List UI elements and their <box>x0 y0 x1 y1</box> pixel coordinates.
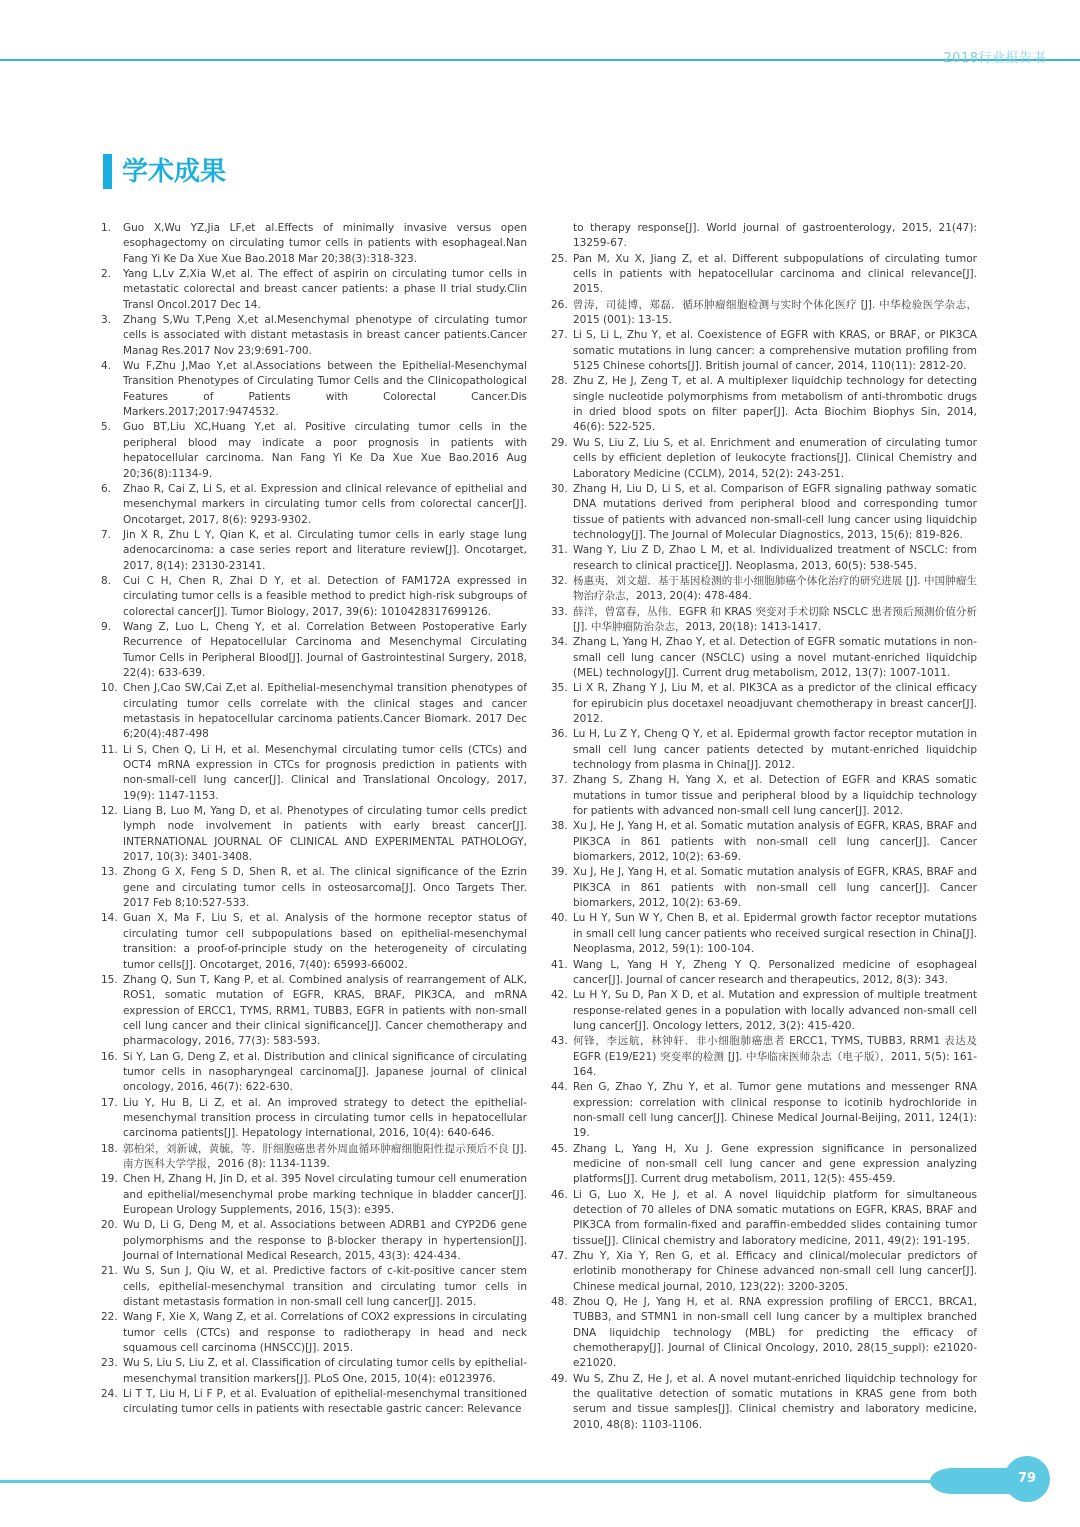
reference-text: Guo BT,Liu XC,Huang Y,et al. Positive circulating tumor cells in the peripheral blood may indicate a poor prognosis in patients with hepatocellular carcinoma. Nan Fang Yi Ke Da Xue Xue Bao.2016 Aug 20;36(8):1134-9. <box>123 421 527 480</box>
reference-number: 46. <box>551 1188 568 1201</box>
reference-number: 43. <box>551 1035 568 1048</box>
reference-number: 9. <box>101 620 112 633</box>
reference-item <box>101 865 527 911</box>
reference-number: 30. <box>551 482 568 495</box>
reference-number: 28. <box>551 375 568 388</box>
reference-item <box>551 819 977 865</box>
reference-number: 32. <box>551 574 568 587</box>
reference-text: Wang Y, Liu Z D, Zhao L M, et al. Individualized treatment of NSCLC: from research to clinical practice[J]. Neoplasma, 2013, 60(5): 538-545. <box>573 544 977 572</box>
reference-text: Li S, Li L, Zhu Y, et al. Coexistence of EGFR with KRAS, or BRAF, or PIK3CA somatic mutations in lung cancer: a comprehensive mutation profiling from 5125 Chinese cohorts[J]. British journal of cancer, 2014, 110(11): 2812-20. <box>573 329 977 373</box>
reference-text: Wu F,Zhu J,Mao Y,et al.Associations between the Epithelial-Mesenchymal Transition Phenotypes of Circulating Tumor Cells and the Clinicopathological Features of Patients with Colorectal Cancer.Dis Markers.2017;2017:9474532. <box>123 360 527 419</box>
reference-item <box>101 1172 527 1218</box>
reference-item <box>101 620 527 681</box>
reference-text: Yang L,Lv Z,Xia W,et al. The effect of aspirin on circulating tumor cells in metastatic colorectal and breast cancer patients: a phase II trial study.Clin Transl Oncol.2017 Dec 14. <box>123 268 527 311</box>
reference-item <box>551 252 977 298</box>
reference-number: 24. <box>101 1388 118 1401</box>
reference-number: 17. <box>101 1096 118 1109</box>
reference-item <box>101 804 527 865</box>
reference-item <box>551 773 977 819</box>
reference-number: 12. <box>101 805 118 818</box>
reference-text: 薛洋，曾富春，丛伟．EGFR 和 KRAS 突变对手术切除 NSCLC 患者预后预测价值分析 [J]. 中华肿瘤防治杂志，2013, 20(18): 1413-1417. <box>573 605 977 633</box>
reference-item <box>101 1387 527 1418</box>
reference-text: Chen J,Cao SW,Cai Z,et al. Epithelial-mesenchymal transition phenotypes of circulating tumor cells correlate with the clinical stages and cancer metastasis in hepatocellular carcinoma patients.Cancer Biomark. 2017 Dec 6;20(4):487-498 <box>123 682 527 741</box>
reference-number: 6. <box>101 482 112 495</box>
reference-text: Wu S, Zhu Z, He J, et al. A novel mutant-enriched liquidchip technology for the qualitative detection of somatic mutations in KRAS gene from both serum and tissue samples[J]. Clinical chemistry and laboratory medicine, 2010, 48(8): 1103-1106. <box>573 1372 977 1431</box>
reference-text: 杨惠夷，刘文超．基于基因检测的非小细胞肺癌个体化治疗的研究进展 [J]. 中国肿瘤生物治疗杂志，2013, 20(4): 478-484. <box>573 574 977 603</box>
reference-number: 7. <box>101 528 112 541</box>
reference-number: 41. <box>551 958 568 971</box>
reference-text: Lu H, Lu Z Y, Cheng Q Y, et al. Epidermal growth factor receptor mutation in small cell lung cancer patients detected by mutant-enriched liquidchip technology from plasma in China[J]. 2012. <box>573 728 977 772</box>
reference-text: Zhang H, Liu D, Li S, et al. Comparison of EGFR signaling pathway somatic DNA mutations derived from peripheral blood and corresponding tumor tissue of patients with advanced non-small-cell lung cancer using liquidchip technology[J]. The Journal of Molecular Diagnostics, 2013, 15(6): 819-826. <box>573 482 977 541</box>
reference-text: Wang F, Xie X, Wang Z, et al. Correlations of COX2 expressions in circulating tumor cells (CTCs) and response to radiotherapy in head and neck squamous cell carcinoma (HNSCC)[J]. 2015. <box>123 1311 527 1355</box>
reference-text: Li S, Chen Q, Li H, et al. Mesenchymal circulating tumor cells (CTCs) and OCT4 mRNA expression in CTCs for prognosis prediction in patients with non-small-cell lung cancer[J]. Clinical and Translational Oncology, 2017, 19(9): 1147-1153. <box>123 743 527 802</box>
reference-item <box>551 635 977 681</box>
reference-text: 何锋，李远航，林钟轩．非小细胞肺癌患者 ERCC1, TYMS, TUBB3, RRM1 表达及 EGFR (E19/E21) 突变率的检测 [J]. 中华临床医师杂志（电子版），2011, 5(5): 161-164. <box>573 1035 977 1078</box>
reference-text: Zhang Q, Sun T, Kang P, et al. Combined analysis of rearrangement of ALK, ROS1, somatic mutation of EGFR, KRAS, BRAF, PIK3CA, and mRNA expression of ERCC1, TYMS, RRM1, TUBB3, EGFR in patients with non-small cell lung cancer and their clinical significance[J]. Cancer chemotherapy and pharmacology, 2016, 77(3): 583-593. <box>123 973 527 1048</box>
reference-item <box>551 911 977 957</box>
reference-number: 29. <box>551 436 568 449</box>
section-title-accent-bar <box>103 154 112 189</box>
reference-item <box>101 1050 527 1096</box>
reference-text: Lu H Y, Su D, Pan X D, et al. Mutation and expression of multiple treatment response-related genes in a population with locally advanced non-small cell lung cancer[J]. Oncology letters, 2012, 3(2): 415-420. <box>573 989 977 1032</box>
references-right-column <box>551 221 977 1433</box>
reference-item <box>551 436 977 482</box>
reference-item <box>101 267 527 313</box>
reference-item <box>551 1372 977 1433</box>
reference-item <box>551 865 977 911</box>
reference-item <box>101 313 527 359</box>
reference-item <box>551 298 977 329</box>
reference-item <box>101 574 527 620</box>
reference-item <box>101 528 527 574</box>
reference-number: 48. <box>551 1296 568 1309</box>
reference-item <box>551 374 977 435</box>
reference-item <box>551 1080 977 1141</box>
reference-number: 26. <box>551 298 568 311</box>
reference-number: 16. <box>101 1050 118 1063</box>
report-title: 2018行业报告书 <box>943 51 1046 66</box>
reference-text: Zhu Y, Xia Y, Ren G, et al. Efficacy and clinical/molecular predictors of erlotinib monotherapy for Chinese advanced non-small cell lung cancer[J]. Chinese medical journal, 2010, 123(22): 3200-3205. <box>573 1250 977 1293</box>
reference-number: 5. <box>101 421 112 434</box>
reference-number: 8. <box>101 574 112 587</box>
reference-item <box>101 1142 527 1173</box>
reference-text: Zhang S,Wu T,Peng X,et al.Mesenchymal phenotype of circulating tumor cells is associated with distant metastasis in breast cancer patients.Cancer Manag Res.2017 Nov 23;9:691-700. <box>123 314 527 357</box>
reference-number: 36. <box>551 728 568 741</box>
reference-text: Wu S, Liu Z, Liu S, et al. Enrichment and enumeration of circulating tumor cells by efficient depletion of leukocyte fractions[J]. Clinical Chemistry and Laboratory Medicine (CCLM), 2014, 52(2): 243-251. <box>573 436 977 480</box>
reference-number: 10. <box>101 682 118 695</box>
reference-text: Liang B, Luo M, Yang D, et al. Phenotypes of circulating tumor cells predict lymph node involvement in patients with early breast cancer[J]. INTERNATIONAL JOURNAL OF CLINICAL AND EXPERIMENTAL PATHOLOGY, 2017, 10(3): 3401-3408. <box>123 805 527 864</box>
reference-number: 14. <box>101 912 118 925</box>
reference-number: 37. <box>551 774 568 787</box>
footer-rule <box>0 1480 960 1483</box>
reference-text: Chen H, Zhang H, Jin D, et al. 395 Novel circulating tumour cell enumeration and epithelial/mesenchymal probe marking technique in bladder cancer[J]. European Urology Supplements, 2016, 15(3): e395. <box>123 1173 527 1216</box>
reference-number: 45. <box>551 1142 568 1155</box>
header-rule <box>0 59 1080 61</box>
reference-number: 35. <box>551 682 568 695</box>
reference-item <box>551 1295 977 1372</box>
reference-item <box>101 221 527 267</box>
reference-text: Guo X,Wu YZ,Jia LF,et al.Effects of minimally invasive versus open esophagectomy on circulating tumor cells in patients with esophageal.Nan Fang Yi Ke Da Xue Xue Bao.2018 Mar 20;38(3):318-323. <box>123 222 527 265</box>
reference-item <box>101 1096 527 1142</box>
reference-number: 47. <box>551 1250 568 1263</box>
reference-text: 郭柏栄，刘新诚，黄毓，等．肝细胞癌患者外周血循环肿瘤细胞阳性提示预后不良 [J]. 南方医科大学学报，2016 (8): 1134-1139. <box>123 1142 527 1170</box>
reference-number: 15. <box>101 973 118 986</box>
reference-text: to therapy response[J]. World journal of gastroenterology, 2015, 21(47): 13259-67. <box>573 222 977 250</box>
reference-item <box>551 1249 977 1295</box>
reference-number: 1. <box>101 222 112 234</box>
reference-item <box>101 743 527 804</box>
reference-text: Zhang S, Zhang H, Yang X, et al. Detection of EGFR and KRAS somatic mutations in tumor tissue and peripheral blood by a liquidchip technology for patients with advanced non-small cell lung cancer[J]. 2012. <box>573 774 977 818</box>
reference-number: 38. <box>551 820 568 833</box>
reference-text: Liu Y, Hu B, Li Z, et al. An improved strategy to detect the epithelial-mesenchymal transition process in circulating tumor cells in hepatocellular carcinoma patients[J]. Hepatology international, 2016, 10(4): 640-646. <box>123 1096 527 1140</box>
page-number: 79 <box>1017 1471 1037 1486</box>
reference-text: Cui C H, Chen R, Zhai D Y, et al. Detection of FAM172A expressed in circulating tumor cells is a feasible method to predict high-risk subgroups of colorectal cancer[J]. Tumor Biology, 2017, 39(6): 1010428317699126. <box>123 574 527 618</box>
reference-text: Lu H Y, Sun W Y, Chen B, et al. Epidermal growth factor receptor mutations in small cell lung cancer patients who received surgical resection in China[J]. Neoplasma, 2012, 59(1): 100-104. <box>573 912 977 956</box>
reference-text: Si Y, Lan G, Deng Z, et al. Distribution and clinical significance of circulating tumor cells in nasopharyngeal carcinoma[J]. Japanese journal of clinical oncology, 2016, 46(7): 622-630. <box>123 1050 527 1094</box>
reference-item <box>551 727 977 773</box>
reference-item <box>551 1188 977 1249</box>
reference-item <box>551 605 977 636</box>
reference-item <box>551 543 977 574</box>
reference-number: 44. <box>551 1081 568 1094</box>
reference-item <box>551 1034 977 1080</box>
reference-text: Zhang L, Yang H, Xu J. Gene expression significance in personalized medicine of non-small cell lung cancer and gene expression analyzing platforms[J]. Current drug metabolism, 2011, 12(5): 455-459. <box>573 1142 977 1186</box>
reference-number: 19. <box>101 1173 118 1186</box>
reference-text: Guan X, Ma F, Liu S, et al. Analysis of the hormone receptor status of circulating tumor cell subpopulations based on epithelial-mesenchymal transition: a proof-of-principle study on the heterogeneity of circulating tumor cells[J]. Oncotarget, 2016, 7(40): 65993-66002. <box>123 912 527 971</box>
references-left-column <box>101 221 527 1418</box>
reference-number: 39. <box>551 866 568 879</box>
reference-item <box>101 681 527 742</box>
reference-number: 13. <box>101 866 118 879</box>
reference-text: Wu S, Liu S, Liu Z, et al. Classification of circulating tumor cells by epithelial-mesenchymal transition markers[J]. PLoS One, 2015, 10(4): e0123976. <box>123 1357 527 1385</box>
reference-number: 23. <box>101 1357 118 1370</box>
reference-number: 3. <box>101 314 112 327</box>
reference-text: Pan M, Xu X, Jiang Z, et al. Different subpopulations of circulating tumor cells in patients with hepatocellular carcinoma and clinical relevance[J]. 2015. <box>573 252 977 296</box>
reference-text: Ren G, Zhao Y, Zhu Y, et al. Tumor gene mutations and messenger RNA expression: correlation with clinical response to icotinib hydrochloride in non-small cell lung cancer[J]. Chinese Medical Journal-Beijing, 2011, 124(1): 19. <box>573 1081 977 1140</box>
reference-number: 22. <box>101 1311 118 1324</box>
reference-item <box>551 1142 977 1188</box>
reference-text: Xu J, He J, Yang H, et al. Somatic mutation analysis of EGFR, KRAS, BRAF and PIK3CA in 861 patients with non-small cell lung cancer[J]. Cancer biomarkers, 2012, 10(2): 63-69. <box>573 866 977 910</box>
reference-number: 2. <box>101 268 112 281</box>
reference-item <box>551 988 977 1034</box>
reference-item <box>551 681 977 727</box>
reference-text: Xu J, He J, Yang H, et al. Somatic mutation analysis of EGFR, KRAS, BRAF and PIK3CA in 861 patients with non-small cell lung cancer[J]. Cancer biomarkers, 2012, 10(2): 63-69. <box>573 820 977 864</box>
reference-item <box>101 359 527 420</box>
reference-item <box>101 1264 527 1310</box>
reference-number: 33. <box>551 605 568 618</box>
reference-number: 40. <box>551 912 568 925</box>
reference-number: 27. <box>551 329 568 342</box>
reference-item <box>551 328 977 374</box>
reference-text: Wang Z, Luo L, Cheng Y, et al. Correlation Between Postoperative Early Recurrence of Hepatocellular Carcinoma and Mesenchymal Circulating Tumor Cells in Peripheral Blood[J]. Journal of Gastrointestinal Surgery, 2018, 22(4): 633-639. <box>123 620 527 679</box>
reference-number: 49. <box>551 1372 568 1385</box>
reference-number: 25. <box>551 252 568 265</box>
reference-text: Zhou Q, He J, Yang H, et al. RNA expression profiling of ERCC1, BRCA1, TUBB3, and STMN1 in non-small cell lung cancer by a multiplex branched DNA liquidchip technology (MBL) for predicting the efficacy of chemotherapy[J]. Journal of Clinical Oncology, 2010, 28(15_suppl): e21020-e21020. <box>573 1296 977 1370</box>
section-title: 学术成果 <box>122 157 227 187</box>
reference-text: Li X R, Zhang Y J, Liu M, et al. PIK3CA as a predictor of the clinical efficacy for epirubicin plus docetaxel neoadjuvant chemotherapy in breast cancer[J]. 2012. <box>573 682 977 725</box>
reference-item <box>551 958 977 989</box>
reference-number: 18. <box>101 1142 118 1155</box>
reference-number: 34. <box>551 636 568 649</box>
reference-item <box>101 973 527 1050</box>
reference-item <box>101 1310 527 1356</box>
reference-text: Li G, Luo X, He J, et al. A novel liquidchip platform for simultaneous detection of 70 alleles of DNA somatic mutations on EGFR, KRAS, BRAF and PIK3CA from formalin-fixed and paraffin-embedded slides containing tumor tissue[J]. Clinical chemistry and laboratory medicine, 2011, 49(2): 191-195. <box>573 1188 977 1247</box>
reference-item <box>551 482 977 543</box>
reference-text: 曾涛，司徒博，郑磊．循环肿瘤细胞检测与实时个体化医疗 [J]. 中华检验医学杂志，2015 (001): 13-15. <box>573 298 977 327</box>
reference-item <box>101 420 527 481</box>
reference-number: 4. <box>101 360 112 373</box>
reference-number: 31. <box>551 544 568 557</box>
reference-number: 20. <box>101 1219 118 1232</box>
reference-text: Wu D, Li G, Deng M, et al. Associations between ADRB1 and CYP2D6 gene polymorphisms and the response to β-blocker therapy in hypertension[J]. Journal of International Medical Research, 2015, 43(3): 424-434. <box>123 1219 527 1263</box>
reference-number: 21. <box>101 1265 118 1278</box>
reference-text: Jin X R, Zhu L Y, Qian K, et al. Circulating tumor cells in early stage lung adenocarcinoma: a case series report and literature review[J]. Oncotarget, 2017, 8(14): 23130-23141. <box>123 528 527 572</box>
reference-text: Zhu Z, He J, Zeng T, et al. A multiplexer liquidchip technology for detecting single nucleotide polymorphisms from metabolism of anti-thrombotic drugs in dried blood spots on filter paper[J]. Acta Biochim Biophys Sin, 2014, 46(6): 522-525. <box>573 375 977 434</box>
reference-number: 11. <box>101 743 118 756</box>
reference-item <box>551 574 977 605</box>
reference-text: Li T T, Liu H, Li F P, et al. Evaluation of epithelial-mesenchymal transitioned circulating tumor cells in patients with resectable gastric cancer: Relevance <box>123 1388 527 1416</box>
reference-item <box>551 221 977 252</box>
reference-text: Wang L, Yang H Y, Zheng Y Q. Personalized medicine of esophageal cancer[J]. Journal of cancer research and therapeutics, 2012, 8(3): 343. <box>573 958 977 986</box>
reference-text: Wu S, Sun J, Qiu W, et al. Predictive factors of c-kit-positive cancer stem cells, epithelial-mesenchymal transition and circulating tumor cells in distant metastasis formation in non-small cell lung cancer[J]. 2015. <box>123 1265 527 1309</box>
reference-item <box>101 1356 527 1387</box>
reference-item <box>101 482 527 528</box>
reference-text: Zhao R, Cai Z, Li S, et al. Expression and clinical relevance of epithelial and mesenchymal markers in circulating tumor cells from colorectal cancer[J]. Oncotarget, 2017, 8(6): 9293-9302. <box>123 482 527 526</box>
reference-text: Zhong G X, Feng S D, Shen R, et al. The clinical significance of the Ezrin gene and circulating tumor cells in osteosarcoma[J]. Onco Targets Ther. 2017 Feb 8;10:527-533. <box>123 866 527 910</box>
reference-item <box>101 1218 527 1264</box>
reference-number: 42. <box>551 989 568 1002</box>
reference-item <box>101 911 527 972</box>
reference-text: Zhang L, Yang H, Zhao Y, et al. Detection of EGFR somatic mutations in non-small cell lung cancer (NSCLC) using a novel mutant-enriched liquidchip (MEL) technology[J]. Current drug metabolism, 2012, 13(7): 1007-1011. <box>573 636 977 679</box>
